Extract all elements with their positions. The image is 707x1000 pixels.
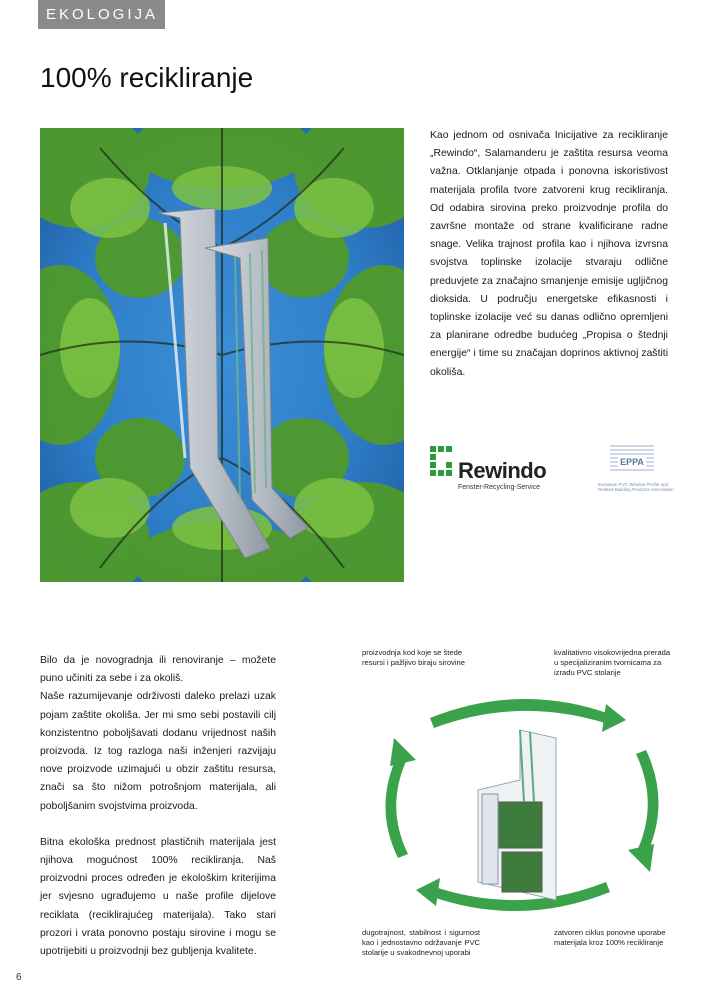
cycle-caption-top-left: proizvodnja kod koje se štede resursi i pažljivo biraju sirovine [362,648,465,667]
hero-image [40,128,404,582]
page-number: 6 [16,972,22,983]
cycle-caption-bottom-right: zatvoren ciklus ponovne uporabe materijala kroz 100% recikliranje [554,928,666,947]
body-paragraph-3: Bitna ekološka prednost plastičnih materijala jest njihova mogućnost 100% recikliranja. Naš proizvodni proces određen je ekološkim kriterijima jer svjesno ugrađujemo u naše profile dijelove reciklata (reciklirajućeg materijala). Tako stari prozori i vrata ponovno postaju sirovine i mogu se upotrijebiti u proizvodnji bez gubljenja kvalitete. [40,836,276,958]
eppa-logo-tagline: European PVC Window Profile and Related Building Products Association [598,482,674,492]
cycle-caption-top-right: kvalitativno visokovrijedna prerada u specijaliziranim tvornicama za izradu PVC stolarije [554,648,671,677]
body-text [40,652,276,961]
intro-paragraph: Kao jednom od osnivača Inicijative za recikliranje „Rewindo“, Salamanderu je zaštita resursa veoma važna. Otklanjanje otpada i ponovna iskoristivost materijala profila tvore zatvoreni krug recikliranja. Od odabira sirovina preko proizvodnje profila do završne montaže od strane kvalificirane radne snage. Velika trajnost profila kao i njihova izvrsna svojstva toplinske izolacije stvaraju odlične preduvjete za značajno smanjenje emisije ugljičnog dioksida. U području energetske efikasnosti i toplinske izolacije već su danas odlično opremljeni za planirane odredbe budućeg „Propisa o štednji energije“ i time su značajan doprinos aktivnoj zaštiti okoliša. [430,130,668,378]
rewindo-logo-tagline: Fenster-Recycling-Service [458,484,541,491]
rewindo-logo-name: Rewindo [458,458,547,483]
body-paragraph-2: Naše razumijevanje održivosti daleko prelazi uzak pojam zaštite okoliša. Jer mi smo sebi postavili cilj konzistentno poboljšavati dodanu vrijednost naših proizvoda. Iz tog razloga naši inženjeri razvijaju nove proizvode uzimajući u obzir zaštitu resursa, znači sa što nižom potrošnjom materijala, ali poboljšanim svojstvima proizvoda. [40,691,276,812]
partner-logos [430,440,680,500]
recycling-cycle-diagram [362,640,680,970]
eppa-logo-name: EPPA [620,457,644,467]
cycle-arrows-icon [370,690,674,920]
page-title: 100% recikliranje [40,62,254,93]
cycle-caption-bottom-left: dugotrajnost, stabilnost i sigurnost kao i jednostavno održavanje PVC stolarije u svakodnevnoj uporabi [362,928,480,957]
section-tag: EKOLOGIJA [38,0,165,29]
body-paragraph-1: Bilo da je novogradnja ili renoviranje – možete puno učiniti za sebe i za okoliš. [40,655,276,685]
rewindo-logo-icon [430,446,456,486]
